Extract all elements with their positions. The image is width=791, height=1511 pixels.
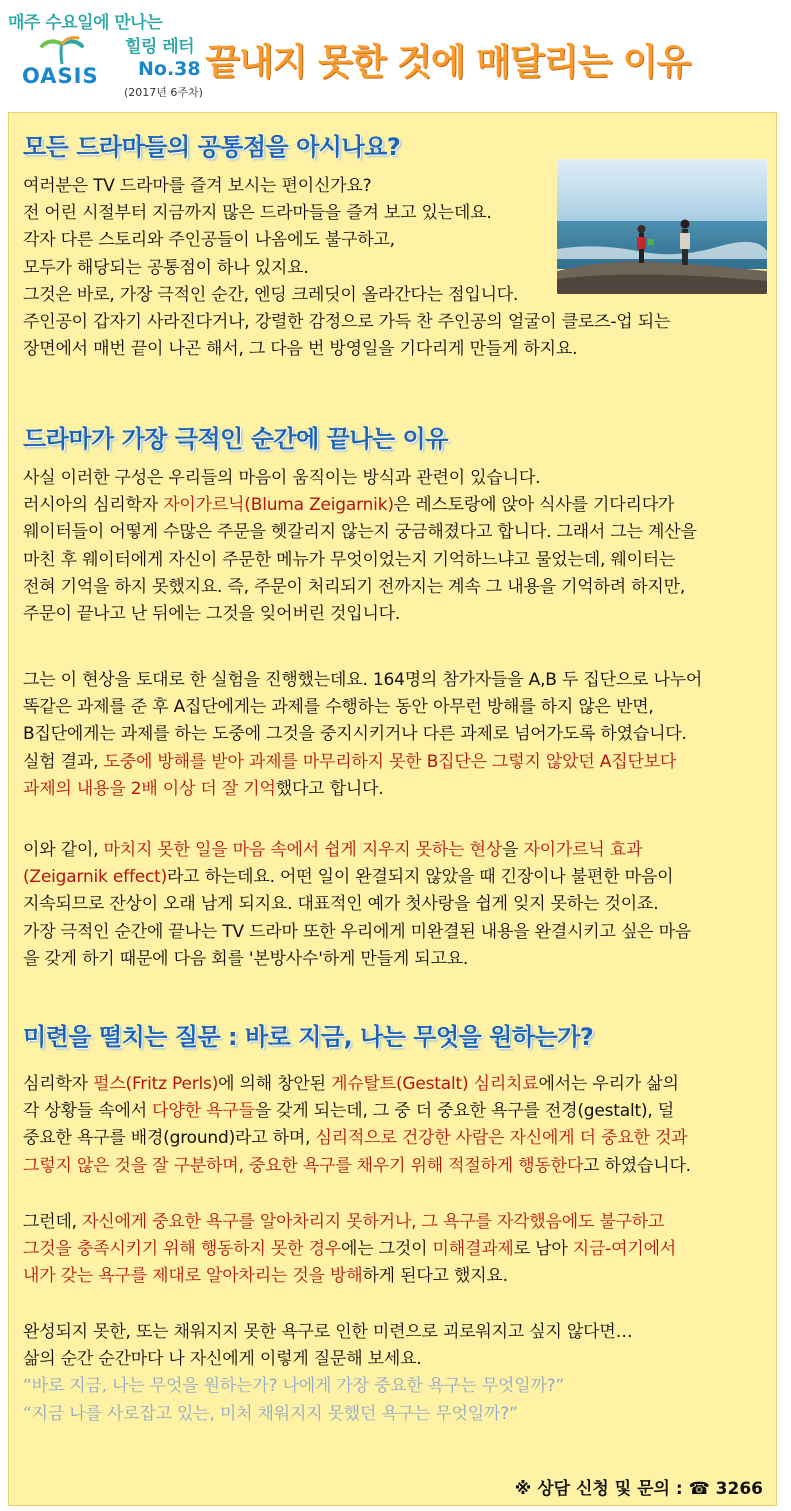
text-span: 로 남아 [513, 1239, 573, 1260]
contact-info: ※ 상담 신청 및 문의 : ☎ 3266 [514, 1479, 763, 1499]
highlight-text: 게슈탈트(Gestalt) 심리치료 [331, 1074, 539, 1094]
highlight-text: 자이가르닉 효과 [523, 840, 643, 860]
tagline-2: 힐링 레터 [125, 37, 195, 57]
question-quote: “지금 나를 사로잡고 있는, 미처 채워지지 못했던 욕구는 무엇일까?” [23, 1403, 518, 1424]
text-line: 장면에서 매번 끝이 나곤 해서, 그 다음 번 방영일을 기다리게 만들게 하지요. [23, 339, 578, 360]
text-line [23, 776, 702, 803]
content-panel [8, 112, 777, 1506]
text-span: 각 상황들 속에서 [23, 1101, 153, 1122]
text-line: 각자 다른 스토리와 주인공들이 나옴에도 불구하고, [23, 230, 395, 251]
highlight-text: 미해결과제 [432, 1239, 514, 1260]
text-span: 이와 같이, [23, 840, 104, 860]
text-line [23, 864, 691, 891]
section-3-paragraph-1 [23, 1071, 691, 1180]
text-line: 을 갖게 하기 때문에 다음 회를 '본방사수'하게 만들게 되고요. [23, 948, 469, 969]
text-line: 그는 이 현상을 토대로 한 실험을 진행했는데요. 164명의 참가자들을 A,B 두 집단으로 나누어 [23, 670, 703, 690]
text-line [23, 1098, 691, 1125]
highlight-text: 내가 갖는 욕구를 제대로 알아차리는 것을 방해 [23, 1266, 363, 1287]
highlight-text: 다양한 욕구들 [152, 1101, 255, 1122]
text-span: 에는 그것이 [341, 1239, 433, 1260]
text-span: 그런데, [23, 1212, 83, 1232]
section-2-heading: 드라마가 가장 극적인 순간에 끝나는 이유 [23, 425, 448, 453]
highlight-text: 펄스(Fritz Perls) [93, 1074, 219, 1094]
text-line: 주인공이 갑자기 사라진다거나, 강렬한 감정으로 가득 찬 주인공의 얼굴이 클로즈-업 되는 [23, 312, 671, 333]
text-span: 을 [502, 840, 524, 860]
highlight-text: 그것을 충족시키기 위해 행동하지 못한 경우 [23, 1239, 342, 1260]
issue-date: (2017년 6주차) [124, 86, 203, 99]
text-span: 했다고 합니다. [275, 778, 384, 799]
highlight-text: (Zeigarnik effect) [23, 867, 168, 888]
text-line: 지속되므로 잔상이 오래 남게 되지요. 대표적인 예가 첫사랑을 쉽게 잊지 못하는 것이죠. [23, 894, 659, 915]
section-1-heading: 모든 드라마들의 공통점을 아시나요? [23, 133, 401, 161]
question-quote: “바로 지금, 나는 무엇을 원하는가? 나에게 가장 중요한 욕구는 무엇일까?” [23, 1376, 565, 1397]
section-2-paragraph-2 [23, 667, 702, 803]
text-line [23, 1153, 691, 1180]
text-line [23, 1236, 676, 1263]
oasis-palm-icon [22, 36, 102, 66]
highlight-text: 그렇지 않은 것을 잘 구분하며, 중요한 욕구를 채우기 위해 적절하게 행동한다 [23, 1155, 584, 1176]
highlight-text: 자이가르닉(Bluma Zeigarnik) [163, 495, 394, 516]
text-span: 라고 하는데요. 어떤 일이 완결되지 않았을 때 긴장이나 불편한 마음이 [167, 867, 674, 888]
text-span: 을 갖게 되는데, 그 중 더 중요한 욕구를 전경(gestalt), 덜 [254, 1101, 674, 1122]
section-3-heading: 미련을 떨치는 질문 : 바로 지금, 나는 무엇을 원하는가? [23, 1023, 594, 1051]
text-line: 그것은 바로, 가장 극적인 순간, 엔딩 크레딧이 올라간다는 점입니다. [23, 284, 519, 305]
highlight-text: 과제의 내용을 2배 이상 더 잘 기억 [23, 778, 276, 799]
issue-number: No.38 [138, 58, 201, 80]
text-span: 심리학자 [23, 1074, 94, 1094]
text-span: 러시아의 심리학자 [23, 495, 164, 516]
text-line: 전 어린 시절부터 지금까지 많은 드라마들을 즐겨 보고 있는데요. [23, 203, 492, 224]
text-line: 가장 극적인 순간에 끝나는 TV 드라마 또한 우리에게 미완결된 내용을 완결시키고 싶은 마음 [23, 921, 692, 942]
text-line: 모두가 해당되는 공통점이 하나 있지요. [23, 257, 309, 278]
section-1-paragraph [23, 173, 670, 363]
text-span: 은 레스토랑에 앉아 식사를 기다리다가 [393, 495, 675, 516]
highlight-text: 지금-여기에서 [572, 1239, 677, 1260]
highlight-text: 자신에게 중요한 욕구를 알아차리지 못하거나, 그 욕구를 자각했음에도 불구하고 [82, 1212, 665, 1232]
text-line: 똑같은 과제를 준 후 A집단에게는 과제를 수행하는 동안 아무런 방해를 하지 않은 반면, [23, 697, 654, 718]
text-span: 중요한 욕구를 배경(ground)라고 하며, [23, 1128, 316, 1149]
page-title: 끝내지 못한 것에 매달리는 이유 [205, 42, 691, 83]
section-3-paragraph-3 [23, 1319, 632, 1428]
tagline-1: 매주 수요일에 만나는 [8, 13, 163, 33]
text-line: 웨이터들이 어떻게 수많은 주문을 헷갈리지 않는지 궁금해졌다고 합니다. 그래서 그는 계산을 [23, 522, 697, 543]
text-line: B집단에게는 과제를 하는 도중에 그것을 중지시키거나 다른 과제로 넘어가도록 하였습니다. [23, 724, 687, 745]
text-span: 에 의해 창안된 [218, 1074, 332, 1094]
text-line: 마친 후 웨이터에게 자신이 주문한 메뉴가 무엇이었는지 기억하느냐고 물었는데, 웨이터는 [23, 549, 676, 570]
text-line: 사실 이러한 구성은 우리들의 마음이 움직이는 방식과 관련이 있습니다. [23, 468, 541, 488]
text-span: 에서는 우리가 삶의 [538, 1074, 679, 1094]
text-line: 주문이 끝나고 난 뒤에는 그것을 잊어버린 것입니다. [23, 604, 401, 625]
text-line [23, 1125, 691, 1152]
highlight-text: 도중에 방해를 받아 과제를 마무리하지 못한 B집단은 그렇지 않았던 A집단보다 [103, 751, 677, 772]
text-span: 하게 된다고 했지요. [362, 1266, 508, 1287]
highlight-text: 심리적으로 건강한 사람은 자신에게 더 중요한 것과 [315, 1128, 688, 1149]
section-2-paragraph-1 [23, 465, 697, 628]
text-line [23, 749, 702, 776]
logo-text: OASIS [22, 64, 99, 88]
text-span: 실험 결과, [23, 751, 104, 772]
header [0, 0, 791, 108]
section-2-paragraph-3 [23, 837, 691, 973]
oasis-logo [22, 36, 102, 98]
text-line [23, 1263, 676, 1290]
highlight-text: 마치지 못한 일을 마음 속에서 쉽게 지우지 못하는 현상 [103, 840, 503, 860]
section-3-paragraph-2 [23, 1209, 676, 1291]
text-line [23, 492, 697, 519]
text-line: 전혀 기억을 하지 못했지요. 즉, 주문이 처리되기 전까지는 계속 그 내용을 기억하려 하지만, [23, 576, 686, 597]
text-line: 여러분은 TV 드라마를 즐겨 보시는 편이신가요? [23, 176, 372, 196]
text-line [23, 1071, 691, 1098]
text-span: 고 하였습니다. [583, 1155, 691, 1176]
text-line [23, 1209, 676, 1236]
text-line: 완성되지 못한, 또는 채워지지 못한 욕구로 인한 미련으로 괴로워지고 싶지 않다면… [23, 1322, 633, 1342]
text-line: 삶의 순간 순간마다 나 자신에게 이렇게 질문해 보세요. [23, 1349, 422, 1370]
text-line [23, 837, 691, 864]
